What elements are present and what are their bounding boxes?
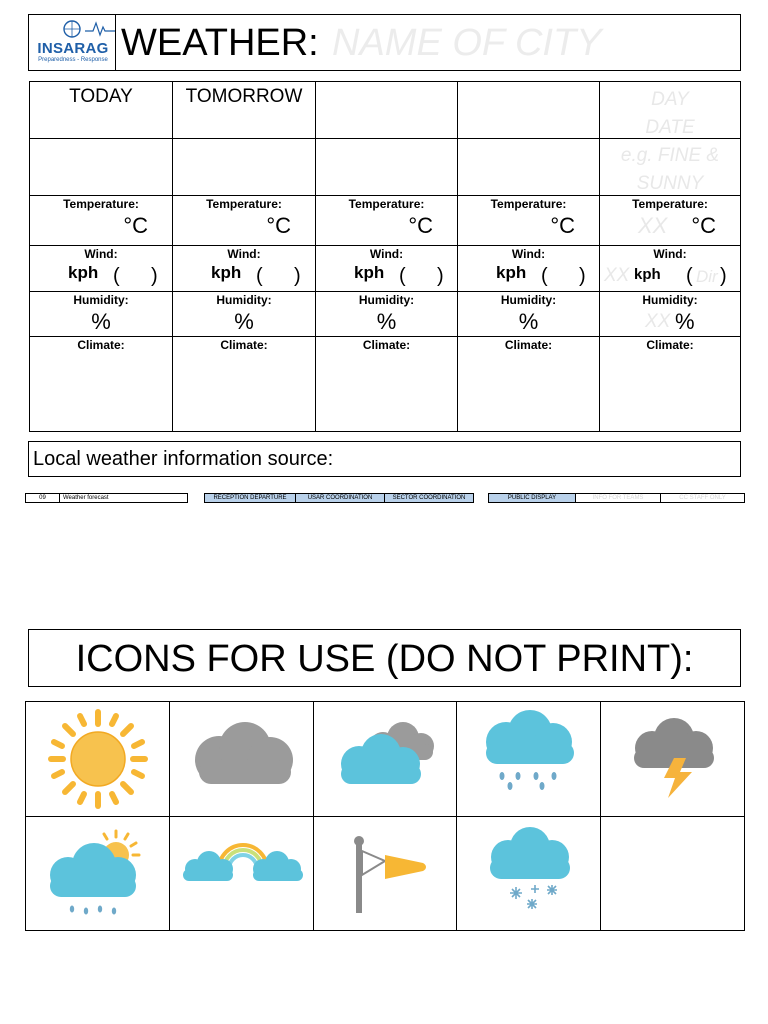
temperature-label: Temperature: xyxy=(63,197,139,211)
wind-label: Wind: xyxy=(227,247,261,261)
header-bar xyxy=(28,14,741,71)
windsock-icon xyxy=(313,817,456,931)
humidity-unit[interactable]: % xyxy=(91,309,111,334)
row-divider xyxy=(30,138,740,139)
distribution-tag: CC STAFF ONLY xyxy=(660,494,744,502)
humidity-unit[interactable]: % xyxy=(675,309,695,334)
logo-wordmark: INSARAG xyxy=(37,40,109,57)
rain-icon xyxy=(456,702,600,816)
rainbow-clouds-icon xyxy=(169,817,313,931)
wind-label: Wind: xyxy=(369,247,404,261)
city-name-field[interactable]: NAME OF CITY xyxy=(332,22,602,64)
humidity-placeholder: XX xyxy=(645,311,671,332)
weather-source-label: Local weather information source: xyxy=(33,448,334,470)
wind-direction-open: ( xyxy=(686,265,693,287)
climate-label: Climate: xyxy=(220,338,268,352)
icon-cell[interactable] xyxy=(456,817,600,931)
icon-cell[interactable] xyxy=(26,817,169,931)
temperature-unit[interactable]: °C xyxy=(123,213,148,238)
wind-direction-open: ( xyxy=(256,265,263,287)
humidity-unit[interactable]: % xyxy=(376,309,397,334)
pulse-line-icon xyxy=(85,21,115,37)
document-id-strip xyxy=(25,493,188,503)
example-condition: e.g. FINE & xyxy=(620,145,720,166)
example-day: DAY xyxy=(651,89,689,110)
partly-cloudy-icon xyxy=(313,702,456,816)
wind-unit[interactable]: kph xyxy=(496,263,527,282)
distribution-strip-2 xyxy=(488,493,745,503)
wind-direction-open: ( xyxy=(399,265,406,287)
climate-label: Climate: xyxy=(362,338,411,352)
wind-direction-close: ) xyxy=(294,265,301,287)
forecast-column-today xyxy=(30,82,172,431)
wind-unit[interactable]: kph xyxy=(634,266,661,283)
overcast-cloud-icon xyxy=(169,702,313,816)
icons-section-header xyxy=(28,629,741,687)
icon-cell[interactable] xyxy=(313,817,456,931)
distribution-tag: INFO FOR TEAMS xyxy=(575,494,660,502)
distribution-tag: PUBLIC DISPLAY xyxy=(489,494,575,502)
example-date: DATE xyxy=(645,117,695,138)
icon-cell[interactable] xyxy=(456,702,600,816)
document-number: 09 xyxy=(39,495,46,501)
humidity-unit[interactable]: % xyxy=(234,309,254,334)
humidity-label: Humidity: xyxy=(358,293,415,307)
day-heading: TOMORROW xyxy=(185,86,303,107)
wind-direction-open: ( xyxy=(541,265,548,287)
icon-cell[interactable] xyxy=(169,702,313,816)
distribution-strip-1 xyxy=(204,493,474,503)
logo-tagline: Preparedness - Response xyxy=(38,57,108,63)
wind-direction-close: ) xyxy=(151,265,158,287)
forecast-column-day4 xyxy=(457,82,599,431)
humidity-label: Humidity: xyxy=(73,293,129,307)
forecast-column-day3 xyxy=(315,82,457,431)
weather-source-field[interactable] xyxy=(28,441,741,477)
icon-cell[interactable] xyxy=(169,817,313,931)
temperature-unit[interactable]: °C xyxy=(550,213,575,238)
humidity-label: Humidity: xyxy=(500,293,557,307)
example-heading xyxy=(600,86,740,198)
wind-placeholder: XX xyxy=(604,265,630,286)
wind-direction-open: ( xyxy=(113,265,120,287)
insarag-logo xyxy=(29,15,116,70)
distribution-tag: RECEPTION DEPARTURE xyxy=(205,494,295,502)
page-title: WEATHER: xyxy=(121,22,319,64)
document-name: Weather forecast xyxy=(59,494,187,502)
climate-label: Climate: xyxy=(504,338,553,352)
row-divider xyxy=(30,195,740,196)
temperature-label: Temperature: xyxy=(348,197,425,211)
distribution-tag: SECTOR COORDINATION xyxy=(384,494,473,502)
climate-label: Climate: xyxy=(77,338,125,352)
wind-direction-placeholder: Dir xyxy=(696,267,718,286)
temperature-unit[interactable]: °C xyxy=(266,213,291,238)
humidity-unit[interactable]: % xyxy=(518,309,539,334)
icon-cell[interactable] xyxy=(26,702,169,816)
icon-cell[interactable] xyxy=(600,702,744,816)
temperature-placeholder: XX xyxy=(638,213,668,238)
forecast-column-tomorrow xyxy=(172,82,315,431)
humidity-label: Humidity: xyxy=(642,293,698,307)
sun-behind-rain-cloud-icon xyxy=(26,817,169,931)
sun-icon xyxy=(26,702,169,816)
wind-unit[interactable]: kph xyxy=(354,263,385,282)
wind-direction-close: ) xyxy=(579,265,586,287)
example-condition-2: SUNNY xyxy=(636,173,704,194)
un-emblem-icon xyxy=(59,19,85,39)
distribution-tag: USAR COORDINATION xyxy=(295,494,384,502)
forecast-table xyxy=(29,81,741,432)
empty-icon-cell xyxy=(600,817,744,931)
temperature-label: Temperature: xyxy=(632,197,708,211)
temperature-label: Temperature: xyxy=(490,197,567,211)
humidity-label: Humidity: xyxy=(216,293,272,307)
thunderstorm-icon xyxy=(600,702,744,816)
climate-label: Climate: xyxy=(646,338,694,352)
wind-label: Wind: xyxy=(653,247,687,261)
wind-unit[interactable]: kph xyxy=(211,263,242,282)
row-divider xyxy=(30,336,740,337)
temperature-unit[interactable]: °C xyxy=(691,213,716,238)
icon-cell[interactable] xyxy=(313,702,456,816)
icons-section-title: ICONS FOR USE (DO NOT PRINT): xyxy=(75,638,694,680)
wind-direction-close: ) xyxy=(720,265,727,287)
wind-direction-close: ) xyxy=(437,265,444,287)
wind-unit[interactable]: kph xyxy=(68,263,99,282)
row-divider xyxy=(30,291,740,292)
wind-label: Wind: xyxy=(84,247,118,261)
icons-grid xyxy=(25,701,745,931)
row-divider xyxy=(30,245,740,246)
temperature-label: Temperature: xyxy=(206,197,282,211)
day-heading: TODAY xyxy=(69,86,133,107)
temperature-unit[interactable]: °C xyxy=(408,213,433,238)
wind-label: Wind: xyxy=(511,247,546,261)
snow-icon xyxy=(456,817,600,931)
forecast-column-example xyxy=(599,82,740,431)
